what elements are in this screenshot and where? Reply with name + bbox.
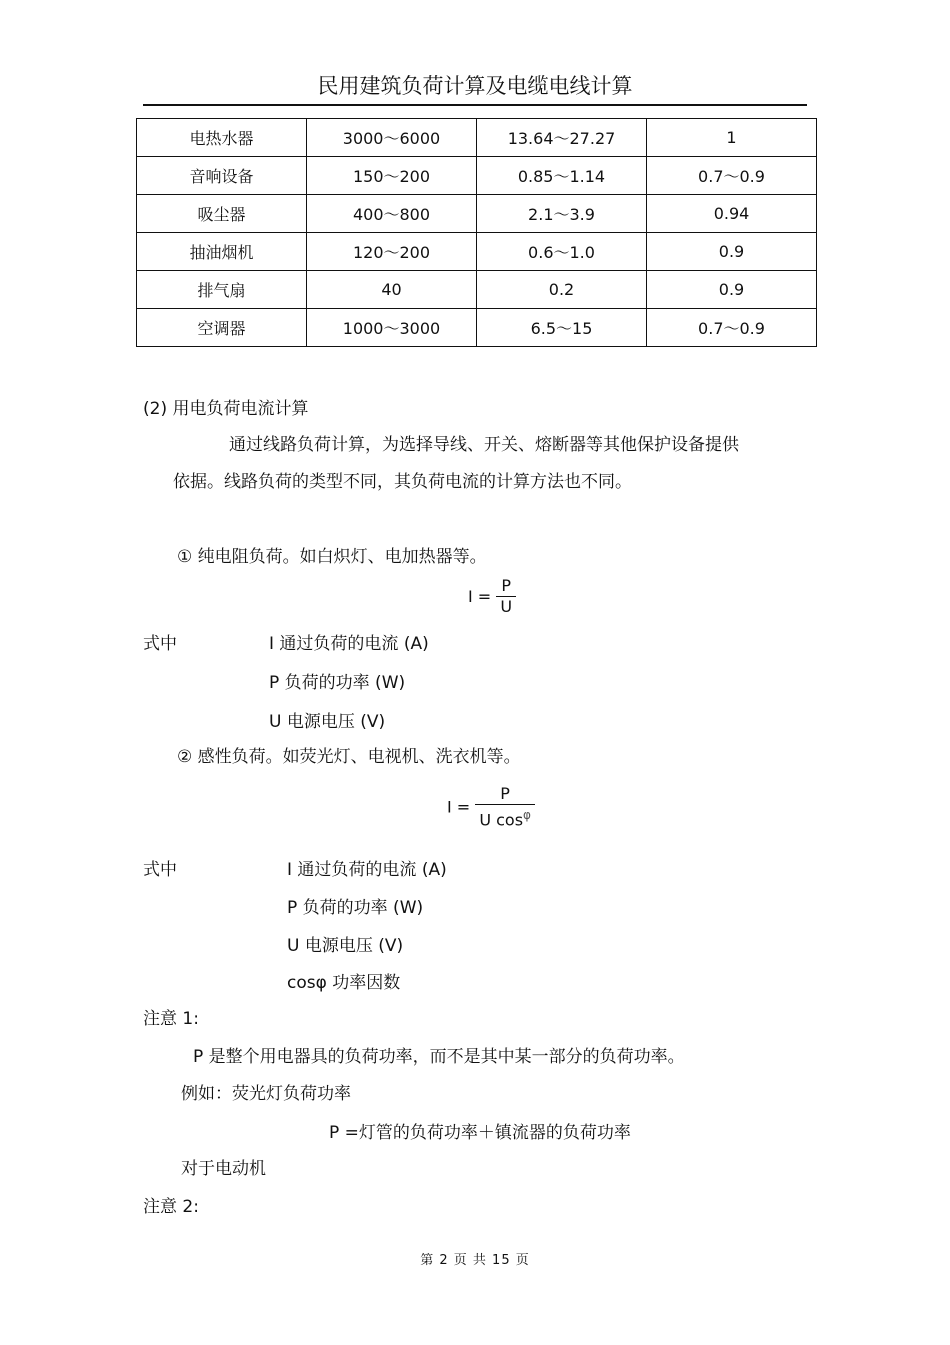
table-cell: 0.6～1.0 (477, 233, 647, 271)
motor-text: 对于电动机 (181, 1159, 266, 1179)
phi-symbol: φ (523, 808, 531, 822)
table-row (137, 119, 817, 157)
note1-label: 注意 1: (143, 1009, 199, 1029)
where-label: 式中 (143, 634, 177, 654)
case1-title: ① 纯电阻负荷。如白炽灯、电加热器等。 (177, 547, 487, 567)
definition-voltage: U 电源电压 (V) (269, 712, 386, 732)
formula-inductive (447, 784, 535, 830)
formula-numerator: P (496, 576, 516, 597)
table-cell: 电热水器 (137, 119, 307, 157)
table-cell: 150～200 (307, 157, 477, 195)
example-formula: P =灯管的负荷功率＋镇流器的负荷功率 (329, 1123, 631, 1143)
appliance-table (136, 118, 817, 347)
table-cell: 0.2 (477, 271, 647, 309)
table-cell: 1 (647, 119, 817, 157)
table-cell: 0.9 (647, 271, 817, 309)
table-cell: 0.7～0.9 (647, 157, 817, 195)
table-row (137, 233, 817, 271)
formula-lhs: I = (447, 797, 471, 817)
formula-numerator: P (475, 784, 535, 805)
definition-power: P 负荷的功率 (W) (287, 898, 424, 918)
formula-denominator (475, 805, 535, 830)
formula-denominator-text: U cos (479, 810, 524, 830)
table-cell: 空调器 (137, 309, 307, 347)
table-cell: 13.64～27.27 (477, 119, 647, 157)
where-label: 式中 (143, 860, 177, 880)
definition-current: I 通过负荷的电流 (A) (287, 860, 447, 880)
definition-power: P 负荷的功率 (W) (269, 673, 406, 693)
note2-label: 注意 2: (143, 1197, 199, 1217)
table-cell: 400～800 (307, 195, 477, 233)
table-row (137, 195, 817, 233)
table-cell: 吸尘器 (137, 195, 307, 233)
table-row (137, 157, 817, 195)
table-cell: 音响设备 (137, 157, 307, 195)
table-row (137, 271, 817, 309)
table-cell: 6.5～15 (477, 309, 647, 347)
table-cell: 0.7～0.9 (647, 309, 817, 347)
table-cell: 40 (307, 271, 477, 309)
formula-lhs: I = (468, 587, 492, 606)
table-cell: 120～200 (307, 233, 477, 271)
table-row (137, 309, 817, 347)
example-label: 例如：荧光灯负荷功率 (181, 1084, 351, 1104)
case2-title: ② 感性负荷。如荧光灯、电视机、洗衣机等。 (177, 747, 521, 767)
definition-current: I 通过负荷的电流 (A) (269, 634, 429, 654)
table-cell: 0.94 (647, 195, 817, 233)
table-cell: 0.9 (647, 233, 817, 271)
title-divider (143, 104, 807, 106)
table-cell: 0.85～1.14 (477, 157, 647, 195)
page-title: 民用建筑负荷计算及电缆电线计算 (317, 74, 633, 98)
formula-resistive (468, 576, 516, 617)
formula-fraction (475, 784, 535, 830)
paragraph-line-1: 通过线路负荷计算，为选择导线、开关、熔断器等其他保护设备提供 (229, 435, 739, 455)
formula-denominator: U (500, 597, 513, 616)
page-footer: 第 2 页 共 15 页 (420, 1253, 530, 1268)
table-cell: 1000～3000 (307, 309, 477, 347)
formula-fraction (496, 576, 516, 617)
table-cell: 抽油烟机 (137, 233, 307, 271)
definition-voltage: U 电源电压 (V) (287, 936, 404, 956)
table-cell: 排气扇 (137, 271, 307, 309)
paragraph-line-2: 依据。线路负荷的类型不同，其负荷电流的计算方法也不同。 (173, 472, 632, 492)
section-heading: (2) 用电负荷电流计算 (143, 399, 309, 419)
definition-power-factor: cosφ 功率因数 (287, 973, 401, 993)
table-cell: 3000～6000 (307, 119, 477, 157)
note1-text: P 是整个用电器具的负荷功率，而不是其中某一部分的负荷功率。 (193, 1047, 685, 1067)
table-cell: 2.1～3.9 (477, 195, 647, 233)
